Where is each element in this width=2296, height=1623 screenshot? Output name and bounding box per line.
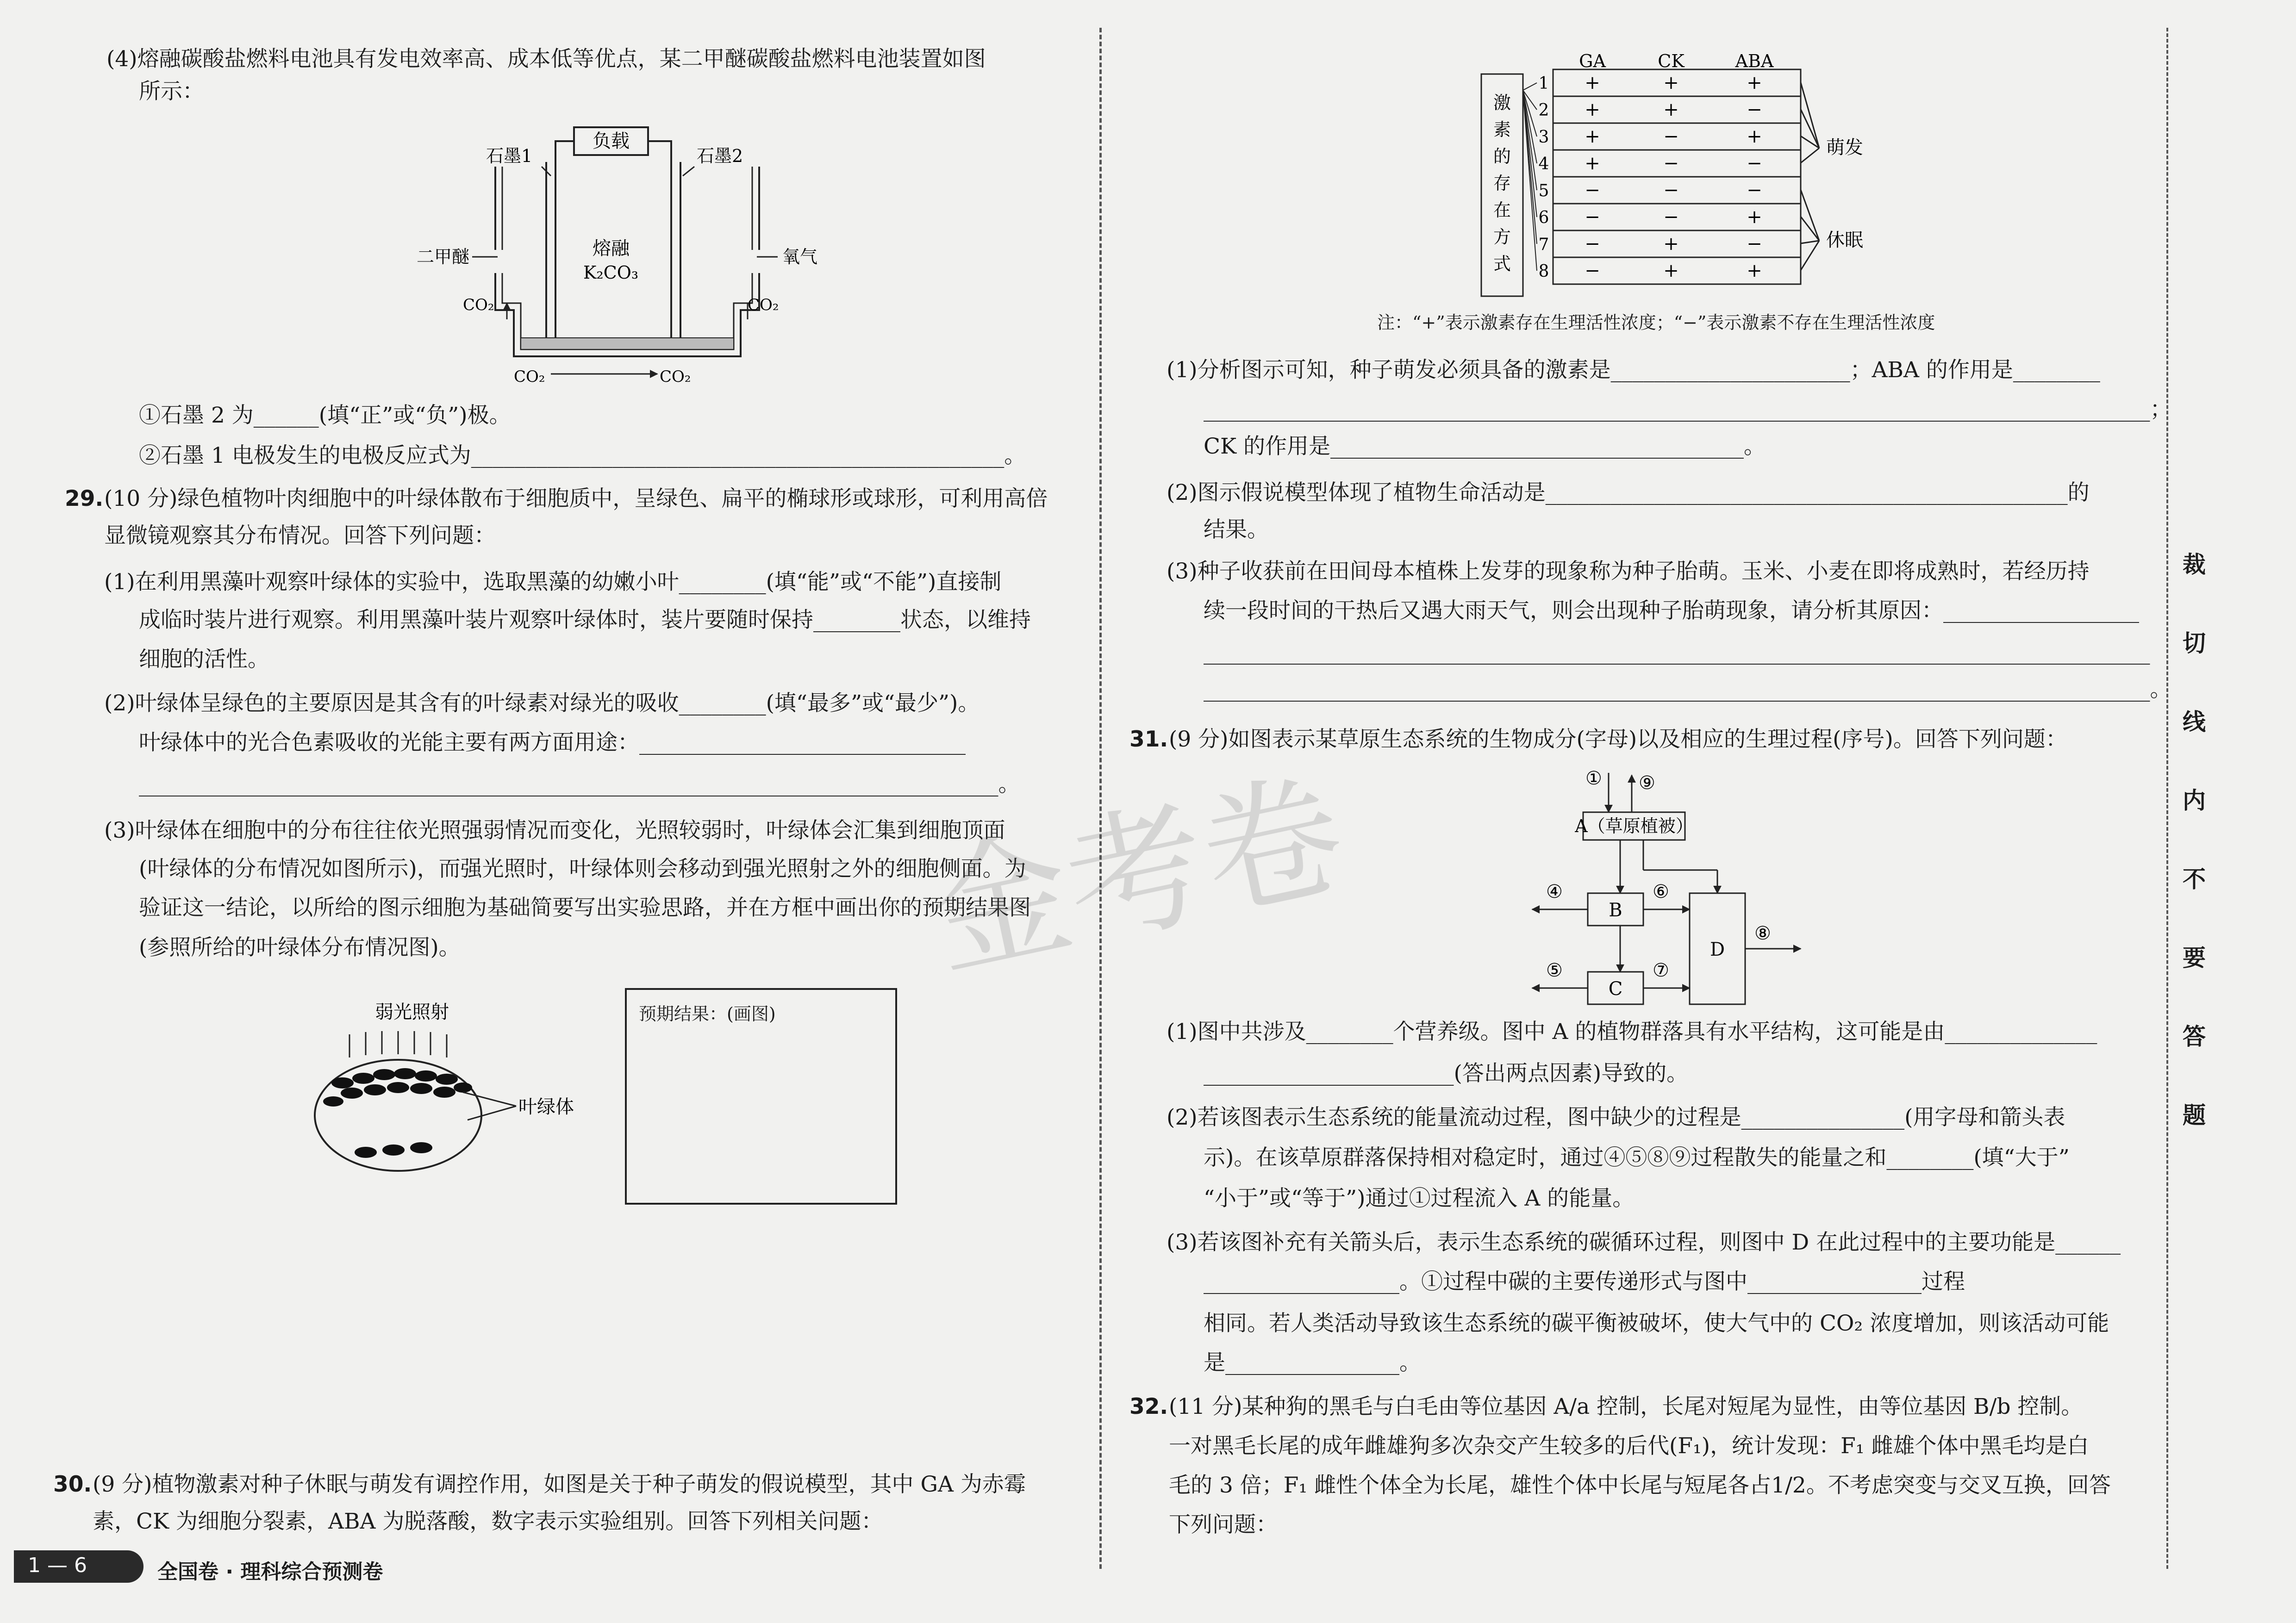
q30-part1-line1: (1)分析图示可知，种子萌发必须具备的激素是______________________；ABA 的作用是________ <box>1167 357 2100 383</box>
fuel-cell-diagram <box>407 116 824 384</box>
fuel-label: 二甲醚 <box>417 247 470 267</box>
row-number: 4 <box>1538 155 1549 174</box>
q29-part3-line3: 验证这一结论，以所给的图示细胞为基础简要写出实验思路，并在方框中画出你的预期结果图 <box>139 895 1031 920</box>
margin-notice <box>2176 546 2213 1175</box>
ecosystem-diagram <box>1518 764 1824 1014</box>
q31-number: 31. <box>1129 727 1168 752</box>
q29-part1-line1: (1)在利用黑藻叶观察叶绿体的实验中，选取黑藻的幼嫩小叶________(填“能”或“不能”)直接制 <box>104 569 1002 595</box>
table-cell: + <box>1585 72 1600 93</box>
margin-char: 内 <box>2183 787 2206 814</box>
table-cell: − <box>1663 126 1679 147</box>
q28-4-part2: ②石墨 1 电极发生的电极反应式为_________________________________________________。 <box>139 443 1026 468</box>
q30-part3-line4: _______________________________________________________________________________________。 <box>1204 677 2172 702</box>
process-7-label: ⑦ <box>1653 960 1669 981</box>
q29-stem-line2: 显微镜观察其分布情况。回答下列问题： <box>104 523 496 548</box>
table-cell: + <box>1747 126 1762 147</box>
q30-stem-line1: (9 分)植物激素对种子休眠与萌发有调控作用，如图是关于种子萌发的假说模型，其中 GA 为赤霉 <box>93 1472 1026 1497</box>
table-cell: + <box>1585 99 1600 120</box>
q31-part2-line1: (2)若该图表示生态系统的能量流动过程，图中缺少的过程是_______________(用字母和箭头表 <box>1167 1105 2065 1130</box>
q31-part1-line2: _______________________(答出两点因素)导致的。 <box>1204 1061 1689 1086</box>
expected-result-label: 预期结果：(画图) <box>639 1004 776 1024</box>
margin-char: 线 <box>2183 709 2206 735</box>
q30-part3-line3: _______________________________________________________________________________________ <box>1204 640 2150 665</box>
graphite2-label: 石墨2 <box>697 146 743 166</box>
row-number: 7 <box>1538 235 1549 254</box>
row-number: 6 <box>1538 208 1549 227</box>
side-label-char: 素 <box>1493 119 1511 140</box>
process-9-label: ⑨ <box>1639 772 1655 794</box>
table-cell: + <box>1663 233 1679 255</box>
table-cell: − <box>1747 153 1762 174</box>
q30-part2-line2: 结果。 <box>1204 517 1269 542</box>
table-cell: − <box>1747 180 1762 201</box>
table-note: 注：“+”表示激素存在生理活性浓度；“−”表示激素不存在生理活性浓度 <box>1377 312 1935 333</box>
q29-part3-line1: (3)叶绿体在细胞中的分布往往依光照强弱情况而变化，光照较弱时，叶绿体会汇集到细胞顶面 <box>104 818 1005 843</box>
table-cell: + <box>1747 206 1762 228</box>
margin-char: 不 <box>2183 866 2206 893</box>
table-header-aba: ABA <box>1735 51 1774 71</box>
q29-part1-line2: 成临时装片进行观察。利用黑藻叶装片观察叶绿体时，装片要随时保持________状态，以维持 <box>139 607 1031 633</box>
q30-part1-line3: CK 的作用是______________________________________。 <box>1204 434 1766 459</box>
q32-stem-line3: 毛的 3 倍；F₁ 雌性个体全为长尾，雄性个体中长尾与短尾各占1/2。不考虑突变与交叉互换，回答 <box>1169 1473 2111 1498</box>
q29-part3-line2: (叶绿体的分布情况如图所示)，而强光照时，叶绿体则会移动到强光照射之外的细胞侧面。为 <box>139 856 1026 882</box>
table-cell: + <box>1663 72 1679 93</box>
table-cell: − <box>1585 260 1600 281</box>
q32-stem-line4: 下列问题： <box>1169 1512 1278 1537</box>
hormone-model-table <box>1467 46 1986 305</box>
weak-light-label: 弱光照射 <box>375 1001 449 1023</box>
process-8-label: ⑧ <box>1754 923 1771 944</box>
table-header-ck: CK <box>1658 51 1685 71</box>
q29-part2-line3: _______________________________________________________________________________。 <box>139 771 1020 797</box>
q29-stem-line1: (10 分)绿色植物叶肉细胞中的叶绿体散布于细胞质中，呈绿色、扁平的椭球形或球形，可利用高倍 <box>104 486 1048 511</box>
q32-stem-line1: (11 分)某种狗的黑毛与白毛由等位基因 A/a 控制，长尾对短尾为显性，由等位基因 B/b 控制。 <box>1169 1394 2083 1419</box>
q29-part2-line2: 叶绿体中的光合色素吸收的光能主要有两方面用途：______________________________ <box>139 730 966 755</box>
q29-part2-line1: (2)叶绿体呈绿色的主要原因是其含有的叶绿素对绿光的吸收________(填“最多”或“最少”)。 <box>104 690 980 716</box>
table-cell: − <box>1747 233 1762 255</box>
footer-title: 全国卷 · 理科综合预测卷 <box>157 1560 383 1584</box>
node-d-label: D <box>1710 939 1725 960</box>
q31-part2-line2: 示)。在该草原群落保持相对稳定时，通过④⑤⑧⑨过程散失的能量之和________(填“大于” <box>1204 1145 2070 1170</box>
table-header-ga: GA <box>1579 51 1606 71</box>
table-cell: + <box>1663 99 1679 120</box>
q32-stem-line2: 一对黑毛长尾的成年雌雄狗多次杂交产生较多的后代(F₁)，统计发现：F₁ 雌雄个体中黑毛均是白 <box>1169 1433 2089 1459</box>
q29-part1-line3: 细胞的活性。 <box>139 647 269 672</box>
table-cell: − <box>1747 99 1762 120</box>
side-label-char: 在 <box>1493 200 1511 220</box>
table-cell: + <box>1585 126 1600 147</box>
node-b-label: B <box>1609 900 1622 921</box>
oxygen-label: 氧气 <box>782 247 818 267</box>
dormant-label: 休眠 <box>1826 230 1863 251</box>
load-label: 负载 <box>593 131 630 152</box>
row-number: 2 <box>1538 101 1549 120</box>
q29-part3-line4: (参照所给的叶绿体分布情况图)。 <box>139 935 461 960</box>
q31-stem: (9 分)如图表示某草原生态系统的生物成分(字母)以及相应的生理过程(序号)。回答下列问题： <box>1169 727 2067 752</box>
table-cell: − <box>1585 180 1600 201</box>
table-cell: − <box>1663 153 1679 174</box>
table-cell: − <box>1585 233 1600 255</box>
table-cell: + <box>1747 260 1762 281</box>
row-number: 5 <box>1538 181 1549 200</box>
table-cell: + <box>1747 72 1762 93</box>
node-a-label: A（草原植被） <box>1575 816 1693 836</box>
q31-part3-line3: 相同。若人类活动导致该生态系统的碳平衡被破坏，使大气中的 CO₂ 浓度增加，则该活动可能 <box>1204 1311 2109 1336</box>
table-cell: − <box>1663 206 1679 228</box>
table-cell: − <box>1663 180 1679 201</box>
co2-left-label: CO₂ <box>463 296 494 314</box>
table-cell: + <box>1663 260 1679 281</box>
margin-char: 题 <box>2183 1102 2206 1129</box>
co2-bottom-left-label: CO₂ <box>514 367 545 384</box>
side-label-char: 激 <box>1493 93 1511 113</box>
q31-part2-line3: “小于”或“等于”)通过①过程流入 A 的能量。 <box>1204 1186 1635 1211</box>
row-number: 3 <box>1538 128 1549 147</box>
table-cell: + <box>1585 153 1600 174</box>
page-number: 1 — 6 <box>28 1554 87 1577</box>
q31-part3-line2: __________________。①过程中碳的主要传递形式与图中________________过程 <box>1204 1269 1965 1294</box>
melt-label-2: K₂CO₃ <box>583 262 639 283</box>
q31-part1-line1: (1)图中共涉及________个营养级。图中 A 的植物群落具有水平结构，这可能是由______________ <box>1167 1019 2097 1045</box>
table-cell: − <box>1585 206 1600 228</box>
node-c-label: C <box>1608 978 1623 1000</box>
side-label-char: 的 <box>1493 146 1511 167</box>
q30-part2-line1: (2)图示假说模型体现了植物生命活动是________________________________________________的 <box>1167 480 2090 505</box>
side-label-char: 方 <box>1493 227 1511 247</box>
q29-number: 29. <box>65 486 104 511</box>
q30-part3-line2: 续一段时间的干热后又遇大雨天气，则会出现种子胎萌现象，请分析其原因：__________________ <box>1204 598 2139 623</box>
chloroplast-label: 叶绿体 <box>518 1096 574 1118</box>
row-number: 1 <box>1538 74 1549 93</box>
melt-label-1: 熔融 <box>593 238 630 259</box>
q30-stem-line2: 素，CK 为细胞分裂素，ABA 为脱落酸，数字表示实验组别。回答下列相关问题： <box>93 1509 883 1534</box>
process-4-label: ④ <box>1546 881 1563 902</box>
q28-4-part1: ①石墨 2 为______(填“正”或“负”)极。 <box>139 403 511 428</box>
q31-part3-line4: 是________________。 <box>1204 1350 1421 1375</box>
margin-char: 裁 <box>2183 551 2206 578</box>
margin-char: 要 <box>2183 945 2206 971</box>
co2-bottom-right-label: CO₂ <box>660 367 691 384</box>
margin-char: 切 <box>2183 630 2206 657</box>
chloroplast-cell-diagram <box>306 995 593 1189</box>
q32-number: 32. <box>1129 1394 1168 1419</box>
co2-right-label: CO₂ <box>748 296 779 314</box>
process-6-label: ⑥ <box>1653 881 1669 902</box>
q30-part1-line2: _______________________________________________________________________________________； <box>1204 397 2172 422</box>
germinate-label: 萌发 <box>1826 137 1863 158</box>
q30-part3-line1: (3)种子收获前在田间母本植株上发芽的现象称为种子胎萌。玉米、小麦在即将成熟时，若经历持 <box>1167 559 2090 584</box>
q28-4-intro-line2: 所示： <box>139 79 204 104</box>
row-number: 8 <box>1538 262 1549 281</box>
process-5-label: ⑤ <box>1546 960 1563 981</box>
side-label-char: 式 <box>1493 254 1511 274</box>
side-label-char: 存 <box>1493 173 1511 193</box>
margin-char: 答 <box>2183 1023 2206 1050</box>
q30-number: 30. <box>53 1472 92 1497</box>
q28-4-intro-line1: (4)熔融碳酸盐燃料电池具有发电效率高、成本低等优点，某二甲醚碳酸盐燃料电池装置如图 <box>106 46 986 72</box>
watermark: 金考卷 <box>916 752 1357 998</box>
graphite1-label: 石墨1 <box>486 146 533 166</box>
cut-line <box>2166 28 2168 1569</box>
process-1-label: ① <box>1585 768 1602 789</box>
q31-part3-line1: (3)若该图补充有关箭头后，表示生态系统的碳循环过程，则图中 D 在此过程中的主要功能是______ <box>1167 1230 2121 1255</box>
